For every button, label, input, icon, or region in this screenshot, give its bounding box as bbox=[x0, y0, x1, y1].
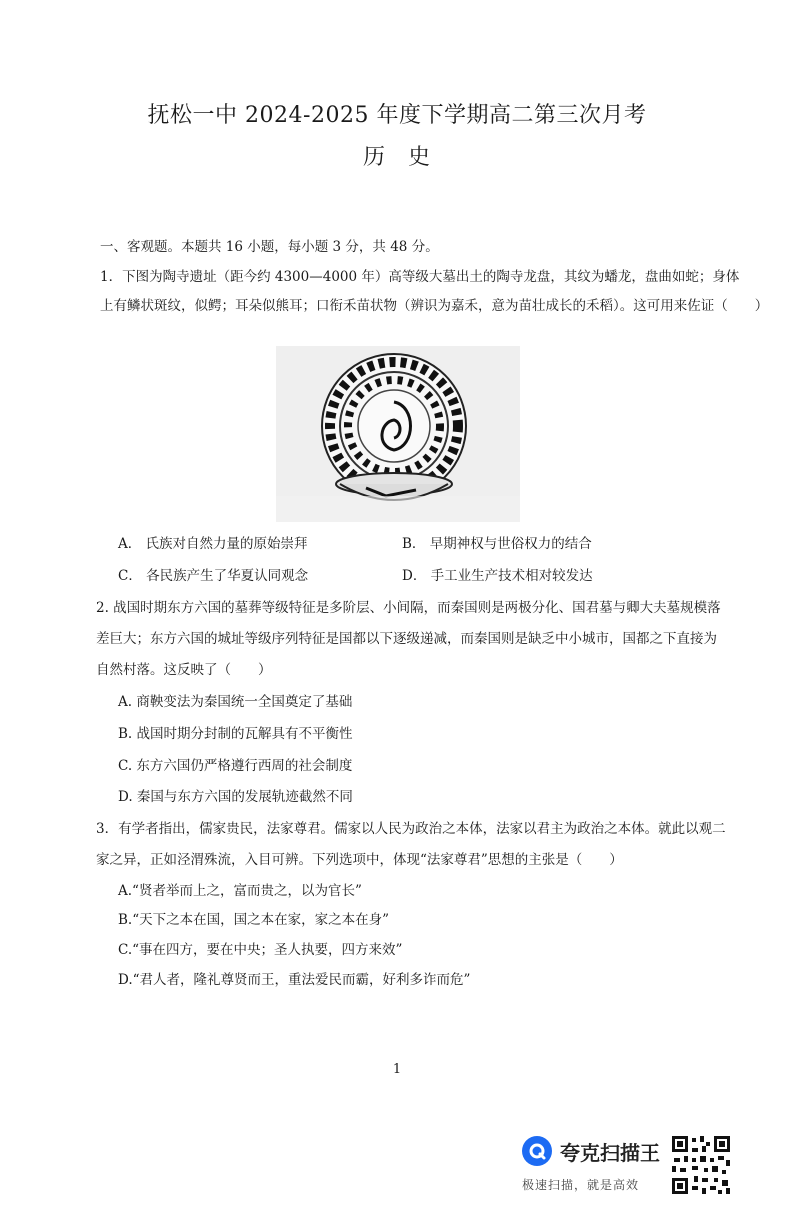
question-1-option-d: D． 手工业生产技术相对较发达 bbox=[402, 568, 593, 584]
question-2-line-3: 自然村落。这反映了（ ） bbox=[96, 662, 272, 678]
question-3-option-a: A.“贤者举而上之，富而贵之，以为官长” bbox=[118, 883, 362, 899]
longpan-figure bbox=[276, 346, 520, 522]
quark-logo-icon bbox=[522, 1136, 552, 1166]
question-3-option-d: D.“君人者，隆礼尊贤而王，重法爱民而霸，好利多诈而危” bbox=[118, 972, 471, 988]
question-3-line-1: 3．有学者指出，儒家贵民，法家尊君。儒家以人民为政治之本体，法家以君主为政治之本体。就此以观二 bbox=[96, 821, 726, 837]
question-2-option-c: C. 东方六国仍严格遵行西周的社会制度 bbox=[118, 758, 353, 774]
brand-slogan: 极速扫描，就是高效 bbox=[522, 1178, 640, 1192]
question-2-option-b: B. 战国时期分封制的瓦解具有不平衡性 bbox=[118, 726, 353, 742]
question-2-line-2: 差巨大；东方六国的城址等级序列特征是国都以下逐级递减，而秦国则是缺乏中小城市，国都之下直接为 bbox=[96, 631, 717, 647]
question-2-option-a: A. 商鞅变法为秦国统一全国奠定了基础 bbox=[118, 694, 353, 710]
longpan-image bbox=[276, 346, 520, 522]
question-3-option-c: C.“事在四方，要在中央；圣人执要，四方来效” bbox=[118, 942, 403, 958]
question-1-option-b: B． 早期神权与世俗权力的结合 bbox=[402, 536, 592, 552]
question-1-line-2: 上有鳞状斑纹，似鳄；耳朵似熊耳；口衔禾苗状物（辨识为嘉禾，意为苗壮成长的禾稻）。这可用来佐证（ ） bbox=[100, 298, 769, 314]
brand-name: 夸克扫描王 bbox=[560, 1140, 660, 1165]
question-2-line-1: 2. 战国时期东方六国的墓葬等级特征是多阶层、小间隔，而秦国则是两极分化、国君墓与卿大夫墓规模落 bbox=[96, 600, 721, 616]
question-3-option-b: B.“天下之本在国，国之本在家，家之本在身” bbox=[118, 912, 390, 928]
exam-title: 抚松一中 2024-2025 年度下学期高二第三次月考 bbox=[147, 103, 647, 128]
question-3-line-2: 家之异，正如泾渭殊流，入目可辨。下列选项中，体现“法家尊君”思想的主张是（ ） bbox=[96, 852, 623, 868]
qr-code-icon bbox=[670, 1134, 732, 1196]
exam-subject: 历 史 bbox=[363, 145, 431, 170]
question-1-option-a: A． 氏族对自然力量的原始崇拜 bbox=[118, 536, 308, 552]
page-number: 1 bbox=[392, 1062, 402, 1077]
question-1-line-1: 1．下图为陶寺遗址（距今约 4300—4000 年）高等级大墓出土的陶寺龙盘，其纹为蟠龙，盘曲如蛇；身体 bbox=[100, 269, 740, 285]
question-2-option-d: D. 秦国与东方六国的发展轨迹截然不同 bbox=[118, 789, 353, 805]
question-1-option-c: C． 各民族产生了华夏认同观念 bbox=[118, 568, 309, 584]
section-heading: 一、客观题。本题共 16 小题，每小题 3 分，共 48 分。 bbox=[100, 239, 439, 255]
scanner-watermark bbox=[522, 1136, 660, 1166]
